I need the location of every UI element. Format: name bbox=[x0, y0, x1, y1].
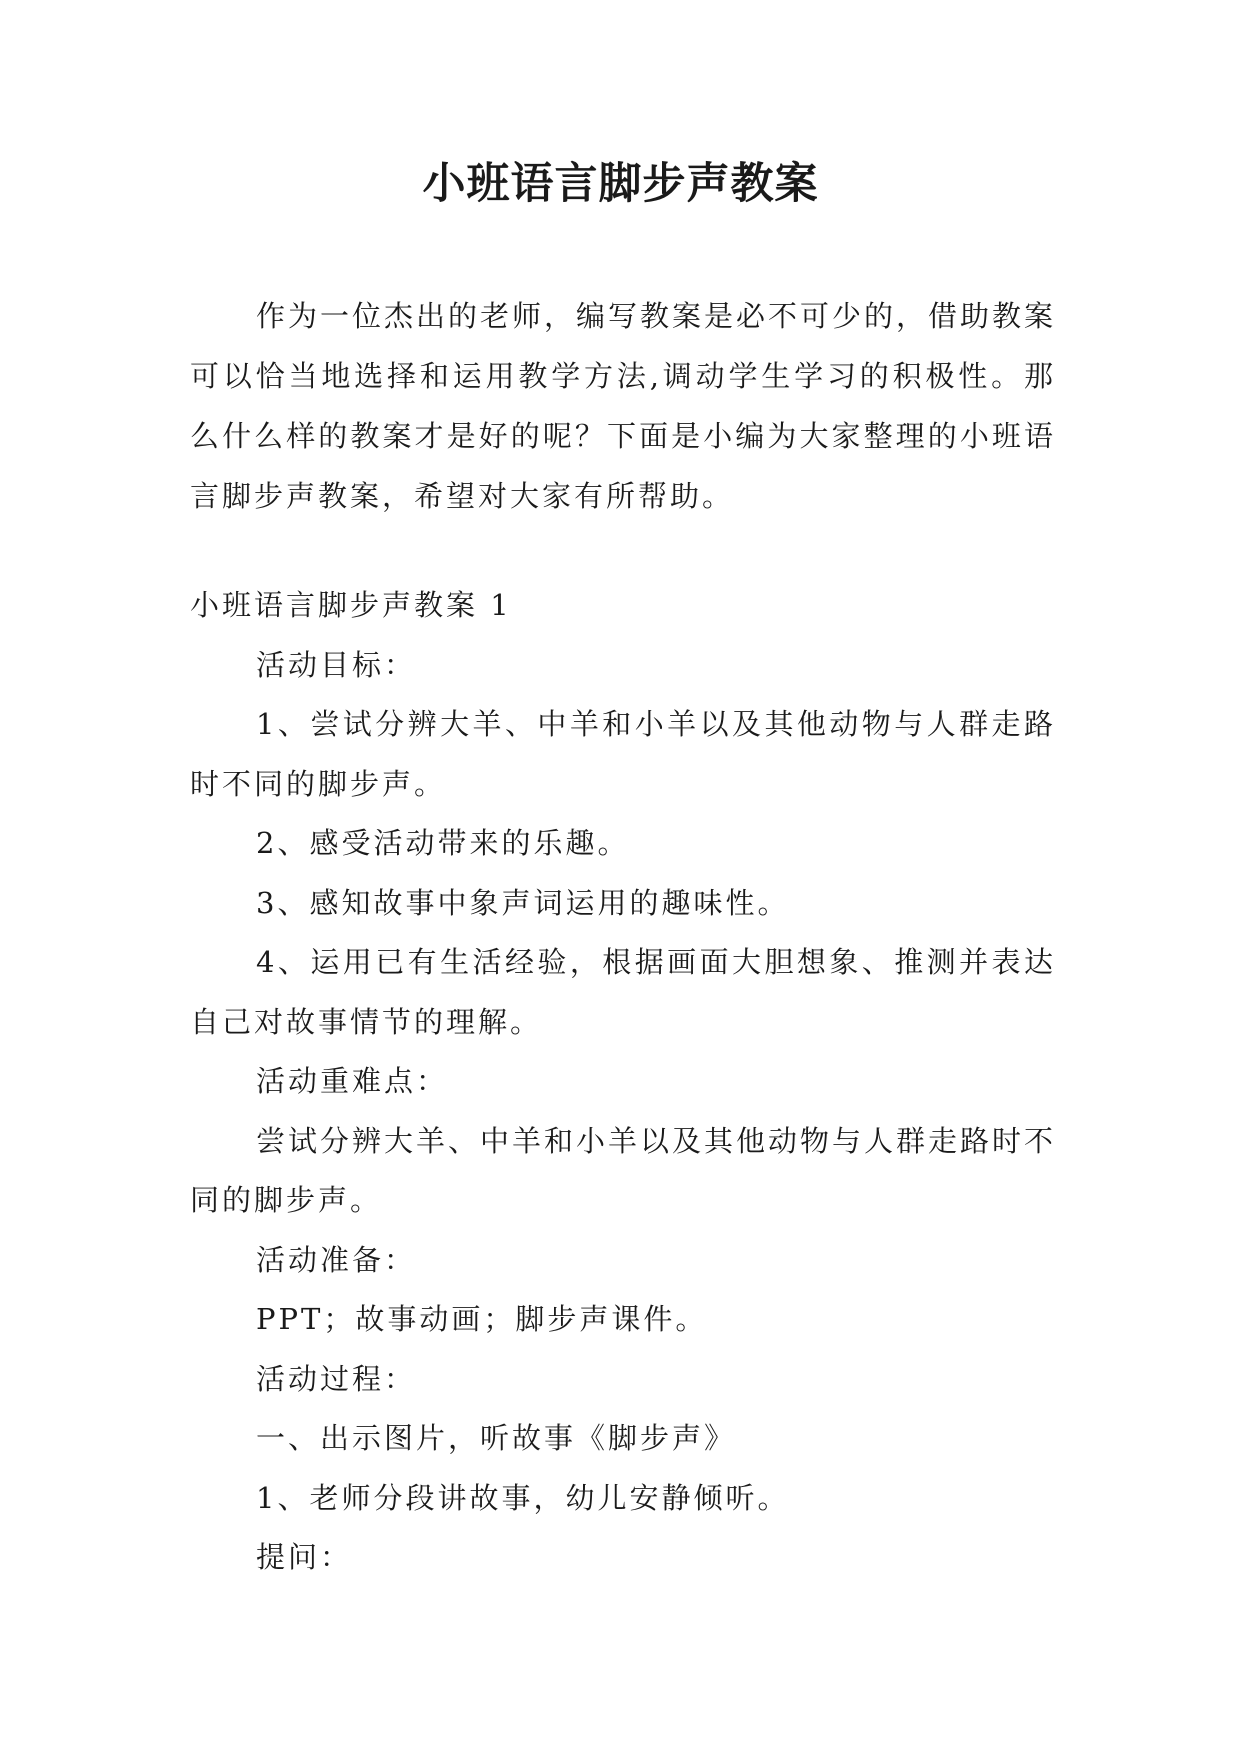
paragraph-process-substep-1: 1、老师分段讲故事，幼儿安静倾听。 bbox=[256, 1480, 790, 1515]
paragraph-goal-2: 2、感受活动带来的乐趣。 bbox=[256, 826, 630, 860]
paragraph-questions-label: 提问： bbox=[256, 1540, 353, 1574]
paragraph-process-step-1: 一、出示图片，听故事《脚步声》 bbox=[256, 1421, 737, 1455]
section-heading: 小班语言脚步声教案 1 bbox=[190, 588, 512, 622]
paragraph-preparation-label: 活动准备： bbox=[256, 1242, 417, 1277]
paragraph-goal-3: 3、感知故事中象声词运用的趣味性。 bbox=[256, 885, 790, 920]
document-title: 小班语言脚步声教案 bbox=[422, 159, 819, 209]
lesson-section bbox=[190, 576, 1056, 1588]
intro-paragraph: 作为一位杰出的老师，编写教案是必不可少的，借助教案可以恰当地选择和运用教学方法,调动学生学习的积极性。那么什么样的教案才是好的呢？下面是小编为大家整理的小班语言脚步声教案，希望对大家有所帮助。 bbox=[190, 299, 1057, 513]
paragraph-goal-4: 4、运用已有生活经验，根据画面大胆想象、推测并表达自己对故事情节的理解。 bbox=[190, 945, 1056, 1039]
paragraph-goal-1: 1、尝试分辨大羊、中羊和小羊以及其他动物与人群走路时不同的脚步声。 bbox=[190, 707, 1056, 801]
paragraph-key-points-label: 活动重难点： bbox=[256, 1064, 449, 1098]
paragraph-key-points: 尝试分辨大羊、中羊和小羊以及其他动物与人群走路时不同的脚步声。 bbox=[190, 1123, 1057, 1217]
paragraph-process-label: 活动过程： bbox=[256, 1361, 417, 1396]
paragraph-preparation: PPT；故事动画；脚步声课件。 bbox=[256, 1302, 708, 1336]
paragraph-activity-goals-label: 活动目标： bbox=[256, 647, 417, 682]
